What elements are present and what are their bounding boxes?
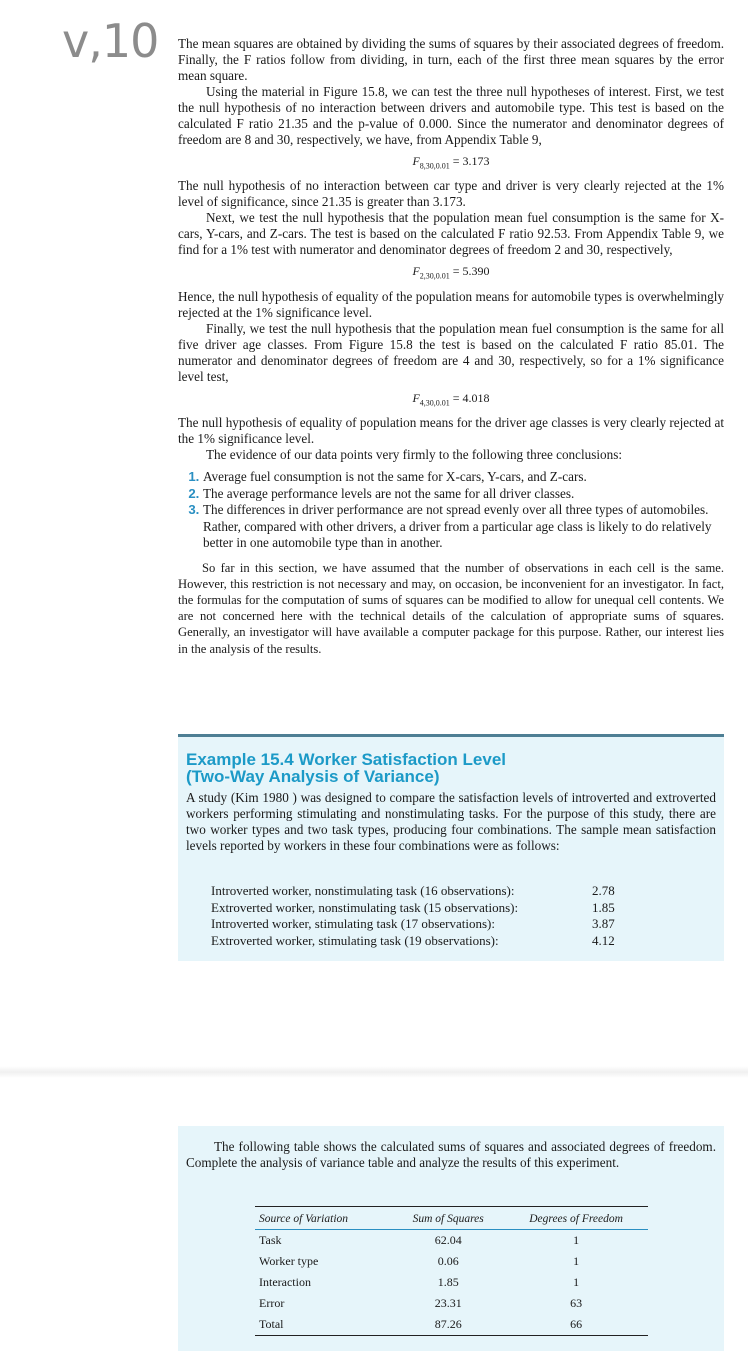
margin-annotation: v,10 — [62, 14, 159, 68]
paragraph: The following table shows the calculated sums of squares and associated degrees of freedom. Complete the analysis of variance table and analyze the results of this experiment. — [186, 1139, 716, 1170]
page-divider — [0, 1066, 748, 1078]
example-continuation-box — [178, 1126, 724, 1351]
list-item — [211, 900, 615, 917]
table-cell: 0.06 — [437, 1254, 459, 1268]
observation-label: Extroverted worker, nonstimulating task (15 observations): — [211, 899, 519, 915]
table-row — [255, 1251, 648, 1272]
observation-label: Introverted worker, nonstimulating task (16 observations): — [211, 883, 515, 898]
example-box — [178, 734, 724, 961]
paragraph: The mean squares are obtained by dividing the sums of squares by their associated degrees of freedom. Finally, the F ratios follow from dividing, in turn, each of the first three mean squares by the error mean square. — [178, 36, 724, 83]
example-title — [186, 751, 706, 785]
list-item: 1. Average fuel consumption is not the same for X-cars, Y-cars, and Z-cars. — [203, 469, 724, 486]
paragraph: The null hypothesis of equality of population means for the driver age classes is very clearly rejected at the 1% significance level. — [178, 415, 724, 447]
paragraph: The evidence of our data points very firmly to the following three conclusions: — [206, 447, 623, 463]
list-item: 2. The average performance levels are not the same for all driver classes. — [203, 486, 724, 503]
table-cell: 1 — [573, 1275, 580, 1289]
example-body: A study (Kim 1980 ) was designed to compare the satisfaction levels of introverted and extroverted workers performing stimulating and nonstimulating tasks. For the purpose of this study, there are two worker types and two task types, producing four combinations. The sample mean satisfaction levels reported by workers in these four combinations were as follows: — [186, 790, 716, 853]
observation-value: 3.87 — [592, 916, 615, 931]
table-cell: 62.04 — [434, 1233, 462, 1247]
example-title-line: Example 15.4 Worker Satisfaction Level — [186, 750, 506, 769]
table-row — [255, 1314, 648, 1336]
table-row — [255, 1230, 648, 1252]
table-cell: 66 — [504, 1314, 648, 1336]
table-cell: Worker type — [259, 1254, 319, 1268]
equation-subscript: 2,30,0.01 — [419, 271, 450, 281]
table-row — [255, 1293, 648, 1314]
table-cell: 63 — [570, 1296, 583, 1310]
column-header: Source of Variation — [255, 1207, 392, 1230]
equation-value: = 3.173 — [452, 154, 490, 168]
list-item — [211, 933, 615, 950]
paragraph: Using the material in Figure 15.8, we can test the three null hypotheses of interest. First, we test the null hypothesis of no interaction between drivers and automobile type. This test is based on the calculated F ratio 21.35 and the p-value of 0.000. Since the numerator and denominator degrees of freedom are 8 and 30, respectively, we have, from Appendix Table 9, — [178, 84, 724, 147]
table-cell: 87.26 — [392, 1314, 504, 1336]
table-cell: Error — [259, 1296, 285, 1310]
observations-list — [211, 883, 615, 949]
column-header: Degrees of Freedom — [504, 1207, 648, 1230]
table-header-row — [255, 1207, 648, 1230]
observation-label: Extroverted worker, stimulating task (19 observations): — [211, 932, 499, 948]
conclusions-list — [178, 469, 724, 552]
list-item — [211, 883, 615, 900]
table-cell: 1.85 — [437, 1275, 459, 1289]
paragraph: Next, we test the null hypothesis that the population mean fuel consumption is the same for X-cars, Y-cars, and Z-cars. The test is based on the calculated F ratio 92.53. From Appendix Table 9, we find for a 1% test with numerator and denominator degrees of freedom 2 and 30, respectively, — [178, 210, 724, 258]
observation-label: Introverted worker, stimulating task (17 observations): — [211, 916, 495, 931]
table-cell: 23.31 — [434, 1296, 462, 1310]
table-cell: 1 — [573, 1254, 580, 1268]
paragraph: Hence, the null hypothesis of equality of the population means for automobile types is overwhelmingly rejected at the 1% significance level. — [178, 288, 724, 320]
main-text-column — [178, 36, 724, 657]
equation-subscript: 4,30,0.01 — [419, 398, 450, 408]
example-title-line: (Two-Way Analysis of Variance) — [186, 767, 440, 786]
list-item — [211, 916, 615, 933]
table-cell: Task — [259, 1233, 282, 1247]
equation-subscript: 8,30,0.01 — [419, 161, 450, 171]
column-header: Sum of Squares — [392, 1207, 504, 1230]
equation: $F_{2,30,0.01} = 5.390$ — [412, 264, 490, 281]
paragraph: The null hypothesis of no interaction between car type and driver is very clearly rejected at the 1% level of significance, since 21.35 is greater than 3.173. — [178, 178, 724, 210]
equation-value: = 4.018 — [452, 390, 490, 405]
observation-value: 2.78 — [592, 883, 615, 898]
table-cell: 1 — [573, 1233, 580, 1247]
equation-value: = 5.390 — [452, 264, 490, 279]
paragraph: So far in this section, we have assumed that the number of observations in each cell is the same. However, this restriction is not necessary and may, on occasion, be inconvenient for an investigator. In fact, the formulas for the computation of sums of squares can be modified to allow for unequal cell contents. We are not concerned here with the technical details of the calculation of appropriate sums of squares. Generally, an investigator will have available a computer package for this purpose. Rather, our interest lies in the analysis of the results. — [178, 560, 724, 656]
paragraph: Finally, we test the null hypothesis that the population mean fuel consumption is the same for all five driver age classes. From Figure 15.8 the test is based on the calculated F ratio 85.01. The numerator and denominator degrees of freedom are 4 and 30, respectively, so for a 1% significance level test, — [178, 320, 724, 384]
table-row — [255, 1272, 648, 1293]
observation-value: 4.12 — [592, 932, 615, 948]
table-cell: Interaction — [259, 1275, 311, 1289]
list-item: 3. The differences in driver performance are not spread evenly over all three types of automobiles. Rather, compared with other drivers, a driver from a particular age class is likely to do relatively better in one automobile type than in another. — [203, 502, 724, 552]
observation-value: 1.85 — [592, 899, 615, 915]
equation: $F_{4,30,0.01} = 4.018$ — [412, 390, 490, 408]
equation: $F_{8,30,0.01} = 3.173$ — [412, 154, 490, 171]
anova-table — [255, 1206, 648, 1336]
table-cell: Total — [255, 1314, 392, 1336]
